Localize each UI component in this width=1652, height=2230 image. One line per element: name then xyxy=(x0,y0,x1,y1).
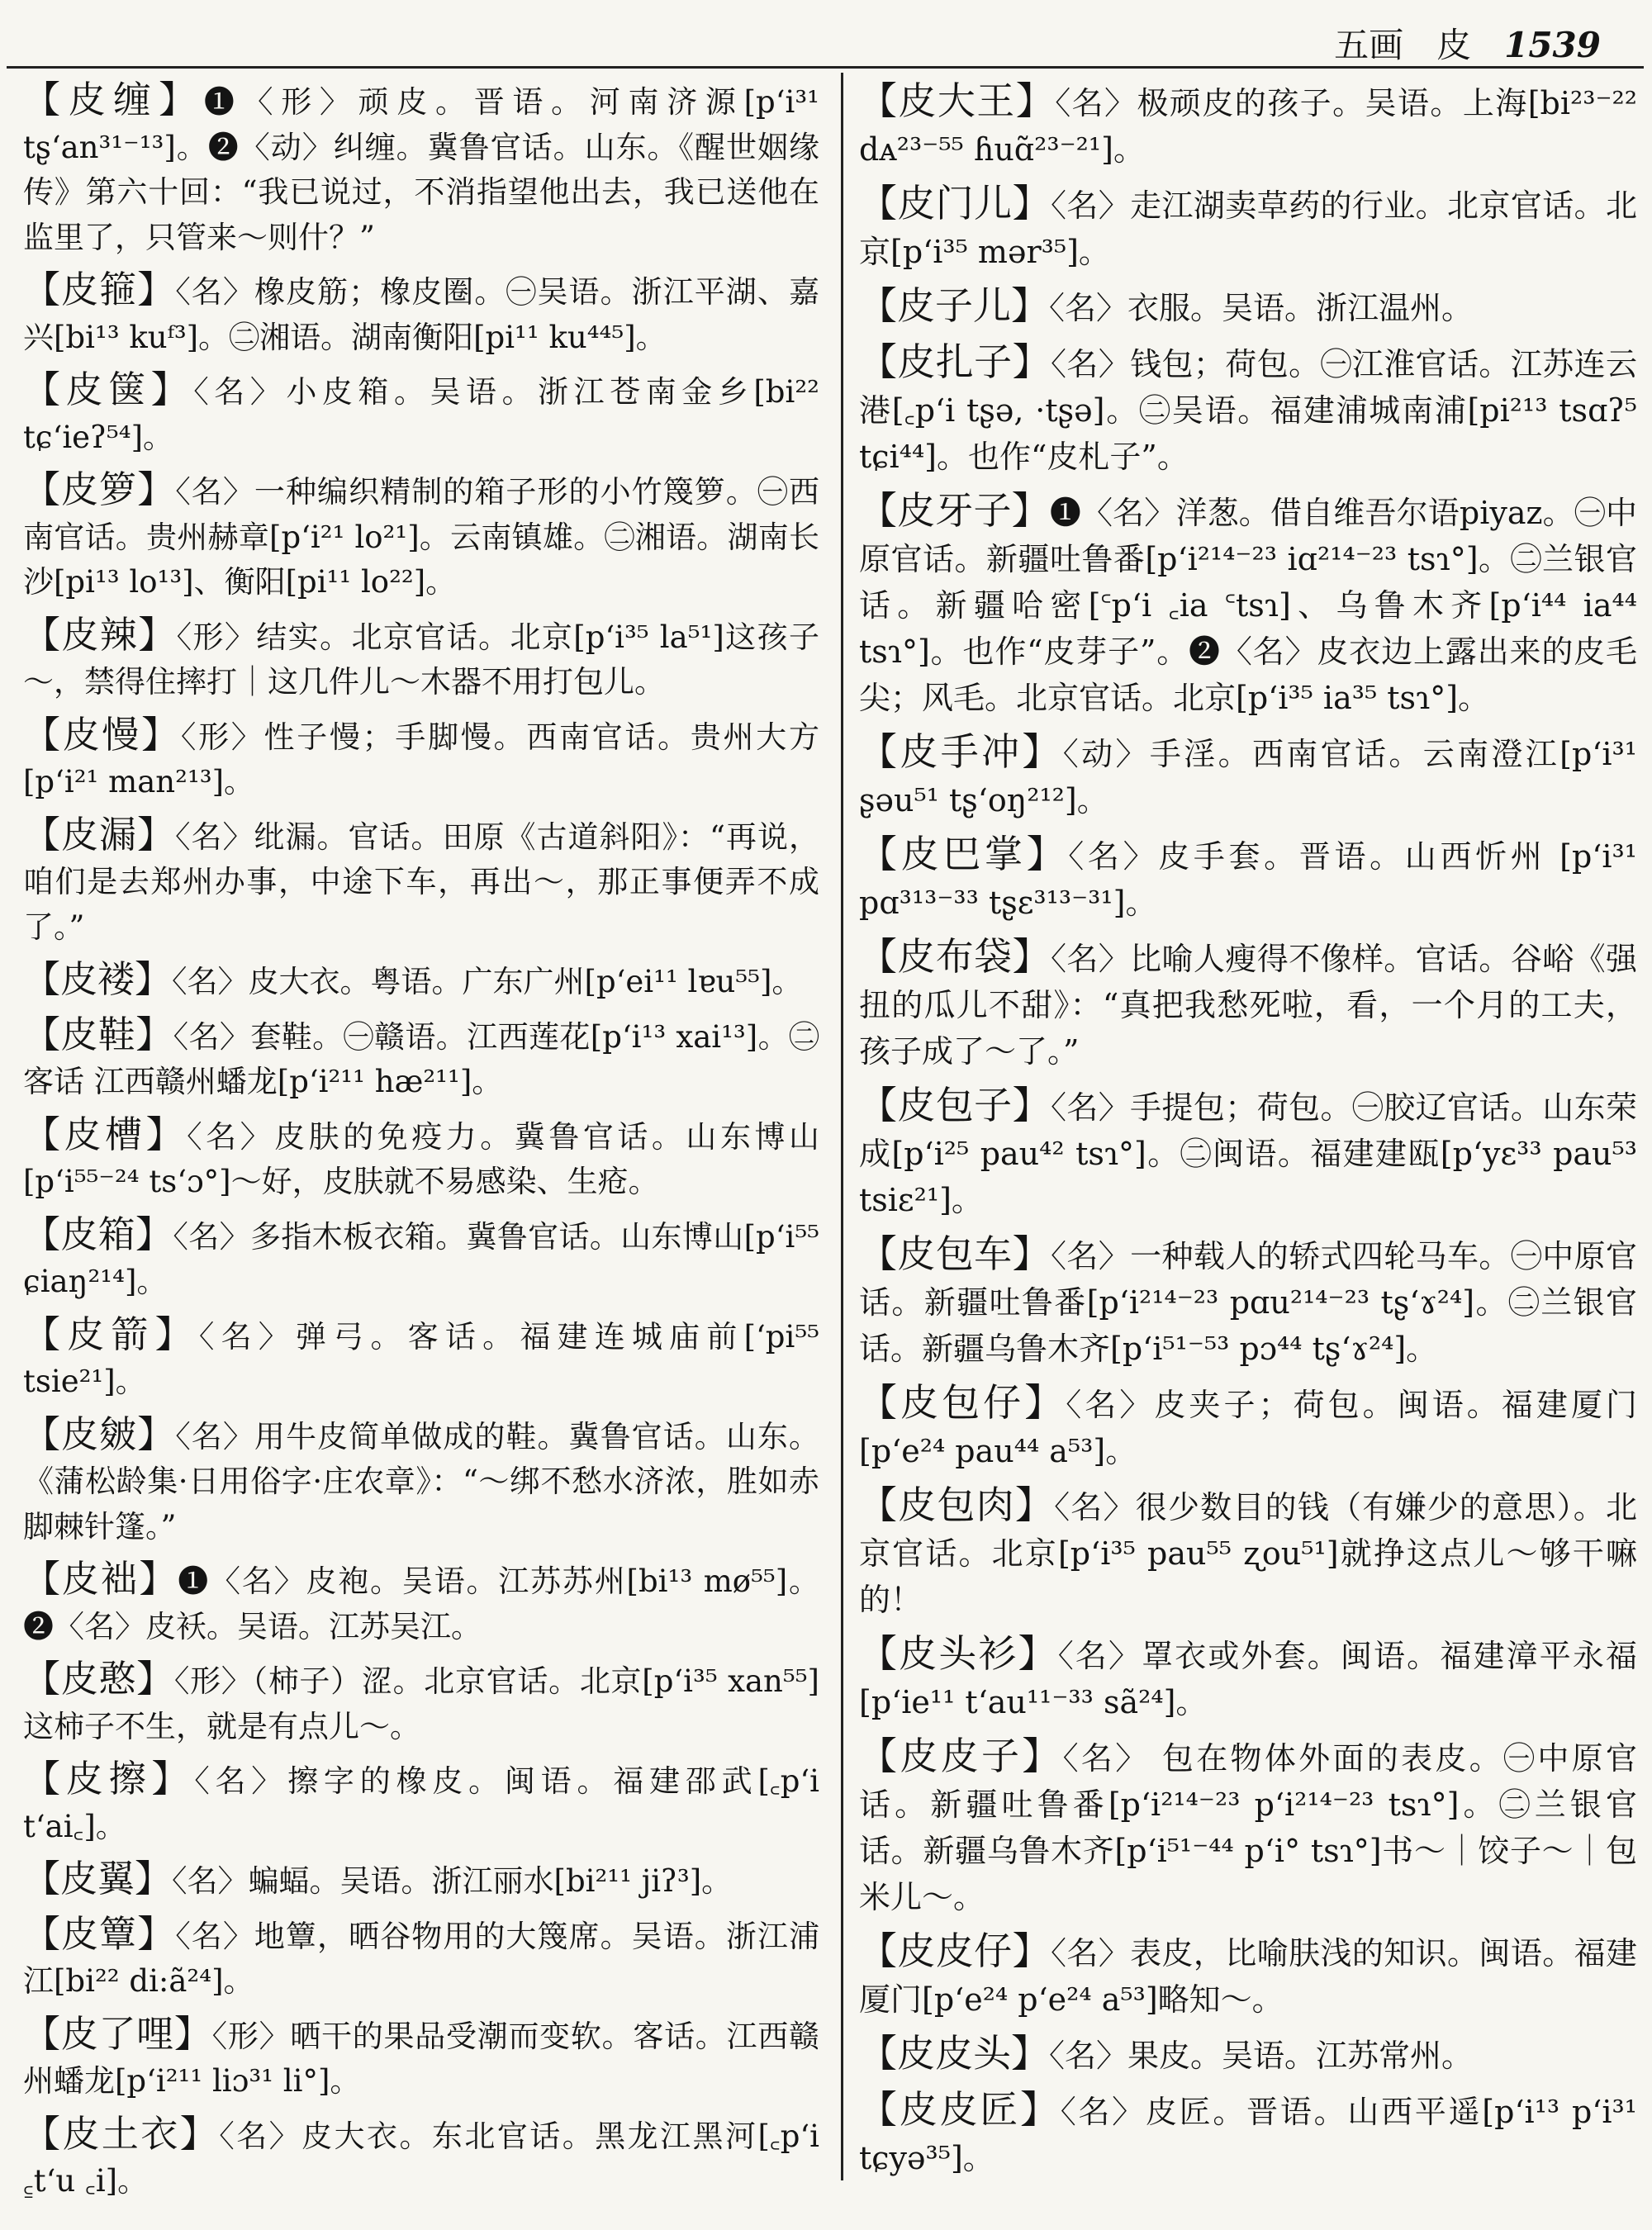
dictionary-entry xyxy=(23,713,819,805)
dictionary-entry xyxy=(23,467,819,605)
entry-headword: 【皮皮子】 xyxy=(859,1734,1063,1778)
entry-definition: 〈名〉皮大衣。东北官话。黑龙江黑河[꜀pʻi ꜁tʻu ꜀i]。 xyxy=(23,2118,819,2199)
entry-headword: 【皮巴掌】 xyxy=(859,832,1069,876)
entry-headword: 【皮擦】 xyxy=(23,1757,195,1801)
entry-definition: 〈名〉一种载人的轿式四轮马车。㊀中原官话。新疆吐鲁番[pʻi²¹⁴⁻²³ pɑu²¹⁴⁻²³ tʂʻɤ²⁴]。㊁兰银官话。新疆乌鲁木齐[pʻi⁵¹⁻⁵³ pɔ⁴⁴ tʂʻɤ²⁴]。 xyxy=(859,1238,1637,1367)
dictionary-entry xyxy=(23,368,819,460)
dictionary-entry xyxy=(23,268,819,360)
entry-definition: 〈名〉 包在物体外面的表皮。㊀中原官话。新疆吐鲁番[pʻi²¹⁴⁻²³ pʻi²¹⁴⁻²³ tsɿ°]。㊁兰银官话。新疆乌鲁木齐[pʻi⁵¹⁻⁴⁴ pʻi° tsɿ°]书～｜饺子～｜包米儿～。 xyxy=(859,1740,1637,1915)
entry-definition: 〈名〉手提包；荷包。㊀胶辽官话。山东荣成[pʻi²⁵ pau⁴² tsɿ°]。㊁闽语。福建建瓯[pʻyɛ³³ pau⁵³ tsiɛ²¹]。 xyxy=(859,1089,1637,1218)
dictionary-entry xyxy=(23,1312,819,1405)
entry-headword: 【皮手冲】 xyxy=(859,729,1063,774)
dictionary-entry xyxy=(859,1379,1637,1474)
entry-definition: 〈名〉表皮，比喻肤浅的知识。闽语。福建厦门[pʻe²⁴ pʻe²⁴ a⁵³]略知～。 xyxy=(859,1935,1637,2018)
entry-headword: 【皮鞋】 xyxy=(23,1012,173,1056)
entry-headword: 【皮缠】 xyxy=(23,78,204,121)
entry-definition: 〈名〉果皮。吴语。江苏常州。 xyxy=(1049,2038,1474,2074)
entry-definition: 〈名〉走江湖卖草药的行业。北京官话。北京[pʻi³⁵ mər³⁵]。 xyxy=(859,187,1637,270)
entry-headword: 【皮包子】 xyxy=(859,1083,1051,1127)
entry-headword: 【皮辣】 xyxy=(23,612,177,657)
entry-definition: 〈名〉极顽皮的孩子。吴语。上海[bi²³⁻²² dᴀ²³⁻⁵⁵ ɦuɑ̃²³⁻²¹]。 xyxy=(859,85,1638,168)
entry-definition: 〈名〉很少数目的钱（有嫌少的意思）。北京官话。北京[pʻi³⁵ pau⁵⁵ ʐou⁵¹]就挣这点儿～够干嘛的！ xyxy=(859,1489,1637,1618)
entry-headword: 【皮箱】 xyxy=(23,1212,173,1256)
entry-headword: 【皮扎子】 xyxy=(859,339,1051,384)
entry-definition: 〈名〉擦字的橡皮。闽语。福建邵武[꜀pʻi tʻai꜀]。 xyxy=(23,1763,819,1844)
dictionary-entry xyxy=(859,1482,1637,1623)
entry-definition: 〈形〉（柿子）涩。北京官话。北京[pʻi³⁵ xan⁵⁵]这柿子不生，就是有点儿～。 xyxy=(23,1663,819,1744)
entry-definition: 〈名〉用牛皮简单做成的鞋。冀鲁官话。山东。《蒲松龄集·日用俗字·庄农章》：“～绑不愁水济浓，胜如赤脚棘针篷。” xyxy=(23,1418,819,1544)
dictionary-entry xyxy=(859,2086,1637,2181)
entry-definition: 〈名〉小皮箱。吴语。浙江苍南金乡[bi²² tɕʻieʔ⁵⁴]。 xyxy=(23,374,819,455)
dictionary-entry xyxy=(859,282,1637,331)
dictionary-entry xyxy=(859,728,1637,823)
page-number: 1539 xyxy=(1504,25,1601,65)
entry-headword: 【皮袦】 xyxy=(23,1557,178,1601)
entry-headword: 【皮翼】 xyxy=(23,1857,173,1900)
entry-definition: 〈名〉蝙蝠。吴语。浙江丽水[bi²¹¹ jiʔ³]。 xyxy=(172,1863,733,1899)
dictionary-entry xyxy=(859,487,1637,721)
entry-headword: 【皮皴】 xyxy=(23,1412,176,1456)
dictionary-entry xyxy=(859,78,1637,173)
entry-definition: 〈名〉皮手套。晋语。山西忻州 [pʻi³¹ pɑ³¹³⁻³³ tʂɛ³¹³⁻³¹]。 xyxy=(859,838,1637,921)
dictionary-entry xyxy=(23,1757,819,1849)
entry-headword: 【皮箭】 xyxy=(23,1312,199,1356)
entry-definition: 〈名〉皮夹子；荷包。闽语。福建厦门[pʻe²⁴ pau⁴⁴ a⁵³]。 xyxy=(859,1387,1637,1469)
entry-headword: 【皮皮仔】 xyxy=(859,1929,1051,1973)
entry-definition: 〈名〉钱包；荷包。㊀江淮官话。江苏连云港[꜀pʻi tʂə, ·tʂə]。㊁吴语。福建浦城南浦[pi²¹³ tsɑʔ⁵ tɕi⁴⁴]。也作“皮札子”。 xyxy=(859,346,1637,475)
entry-headword: 【皮包车】 xyxy=(859,1231,1051,1276)
entry-definition: 〈名〉纰漏。官话。田原《古道斜阳》：“再说，咱们是去郑州办事，中途下车，再出～，那正事便弄不成了。” xyxy=(23,818,819,945)
header-rule xyxy=(7,66,1644,69)
entry-headword: 【皮褛】 xyxy=(23,957,173,1001)
entry-definition: ❶〈名〉皮袍。吴语。江苏苏州[bi¹³ mø⁵⁵]。❷〈名〉皮袄。吴语。江苏吴江。 xyxy=(23,1563,819,1644)
dictionary-entry xyxy=(859,1928,1637,2023)
entry-headword: 【皮门儿】 xyxy=(859,181,1051,225)
entry-definition: 〈名〉橡皮筋；橡皮圈。㊀吴语。浙江平湖、嘉兴[bi¹³ kuᶠ³]。㊁湘语。湖南衡阳[pi¹¹ ku⁴⁴⁵]。 xyxy=(23,274,819,355)
dictionary-entry xyxy=(859,180,1637,275)
dictionary-entry xyxy=(23,1857,819,1905)
head-character: 皮 xyxy=(1436,25,1472,65)
entry-definition: 〈形〉性子慢；手脚慢。西南官话。贵州大方[pʻi²¹ man²¹³]。 xyxy=(23,719,819,799)
dictionary-entry xyxy=(23,1557,819,1649)
dictionary-entry xyxy=(23,1412,819,1550)
entry-definition: 〈名〉皮肤的免疫力。冀鲁官话。山东博山[pʻi⁵⁵⁻²⁴ tsʻɔ°]～好，皮肤就不易感染、生疮。 xyxy=(23,1118,819,1199)
entry-definition: 〈名〉衣服。吴语。浙江温州。 xyxy=(1049,290,1474,326)
column-divider xyxy=(841,73,843,2180)
entry-headword: 【皮布袋】 xyxy=(859,934,1051,979)
dictionary-entry xyxy=(859,1733,1637,1920)
entry-definition: 〈名〉罩衣或外套。闽语。福建漳平永福[pʻie¹¹ tʻau¹¹⁻³³ sã²⁴]。 xyxy=(859,1638,1637,1720)
entry-definition: 〈名〉皮大衣。粤语。广东广州[pʻei¹¹ lɐu⁵⁵]。 xyxy=(172,964,803,999)
dictionary-entry xyxy=(859,933,1637,1075)
entry-headword: 【皮包肉】 xyxy=(859,1483,1055,1527)
section-label: 五画 xyxy=(1334,25,1404,65)
entry-headword: 【皮包仔】 xyxy=(859,1380,1066,1425)
entry-definition: ❶〈名〉洋葱。借自维吾尔语piyaz。㊀中原官话。新疆吐鲁番[pʻi²¹⁴⁻²³ iɑ²¹⁴⁻²³ tsɿ°]。㊁兰银官话。新疆哈密[꜂pʻi ꜀ia ꜂tsɿ]、乌鲁木齐[pʻi⁴⁴ ia⁴⁴ tsɿ°]。也作“皮芽子”。❷〈名〉皮衣边上露出来的皮毛尖；风毛。北京官话。北京[pʻi³⁵ ia³⁵ tsɿ°]。 xyxy=(859,495,1638,716)
dictionary-entry xyxy=(859,831,1637,926)
entry-definition: 〈名〉地簟，晒谷物用的大篾席。吴语。浙江浦江[bi²² di:ã²⁴]。 xyxy=(23,1918,819,1999)
dictionary-entry xyxy=(23,2012,819,2104)
dictionary-entry xyxy=(23,2112,819,2204)
dictionary-entry xyxy=(23,957,819,1005)
dictionary-entry xyxy=(23,613,819,705)
entry-definition: 〈名〉套鞋。㊀赣语。江西莲花[pʻi¹³ xai¹³]。㊁客话 江西赣州蟠龙[pʻi²¹¹ hæ²¹¹]。 xyxy=(23,1018,819,1099)
entry-headword: 【皮头衫】 xyxy=(859,1631,1058,1676)
entry-headword: 【皮了哩】 xyxy=(23,2011,212,2056)
entry-definition: 〈名〉多指木板衣箱。冀鲁官话。山东博山[pʻi⁵⁵ ɕiaŋ²¹⁴]。 xyxy=(23,1218,819,1299)
entry-headword: 【皮箧】 xyxy=(23,368,194,411)
entry-headword: 【皮簟】 xyxy=(23,1911,176,1956)
right-column xyxy=(859,78,1637,2218)
dictionary-entry xyxy=(859,2030,1637,2079)
entry-headword: 【皮憨】 xyxy=(23,1657,174,1701)
dictionary-entry xyxy=(23,1013,819,1105)
entry-definition: 〈名〉一种编织精制的箱子形的小竹篾箩。㊀西南官话。贵州赫章[pʻi²¹ lo²¹]。云南镇雄。㊁湘语。湖南长沙[pi¹³ lo¹³]、衡阳[pi¹¹ lo²²]。 xyxy=(23,474,819,600)
dictionary-entry xyxy=(859,1231,1637,1372)
entry-headword: 【皮土衣】 xyxy=(23,2111,220,2156)
entry-definition: 〈名〉弹弓。客话。福建连城庙前[ʻpi⁵⁵ tsie²¹]。 xyxy=(23,1318,819,1399)
entry-definition: 〈形〉结实。北京官话。北京[pʻi³⁵ la⁵¹]这孩子～，禁得住摔打｜这几件儿～木器不用打包儿。 xyxy=(23,619,819,700)
entry-headword: 【皮大王】 xyxy=(859,78,1056,123)
dictionary-entry xyxy=(23,1912,819,2005)
dictionary-entry xyxy=(23,1657,819,1749)
left-column xyxy=(23,78,819,2218)
entry-headword: 【皮箩】 xyxy=(23,467,176,511)
dictionary-entry xyxy=(859,1630,1637,1725)
entry-headword: 【皮子儿】 xyxy=(859,283,1049,328)
running-head xyxy=(1334,18,1601,68)
entry-headword: 【皮皮头】 xyxy=(859,2031,1049,2076)
dictionary-entry xyxy=(859,1082,1637,1223)
dictionary-entry xyxy=(23,1212,819,1305)
entry-definition: 〈名〉皮匠。晋语。山西平遥[pʻi¹³ pʻi³¹ tɕyə³⁵]。 xyxy=(859,2094,1637,2176)
dictionary-entry xyxy=(23,78,819,260)
entry-headword: 【皮牙子】 xyxy=(859,488,1050,533)
entry-headword: 【皮箍】 xyxy=(23,268,176,311)
entry-definition: 〈动〉手淫。西南官话。云南澄江[pʻi³¹ ʂəu⁵¹ tʂʻoŋ²¹²]。 xyxy=(859,736,1638,818)
entry-headword: 【皮慢】 xyxy=(23,712,181,757)
entry-headword: 【皮槽】 xyxy=(23,1112,188,1156)
dictionary-entry xyxy=(23,1113,819,1205)
entry-definition: ❶〈形〉顽皮。晋语。河南济源[pʻi³¹ tʂʻan³¹⁻¹³]。❷〈动〉纠缠。冀鲁官话。山东。《醒世姻缘传》第六十回：“我已说过，不消指望他出去，我已送他在监里了，只管来～则什？” xyxy=(23,84,819,255)
entry-definition: 〈形〉晒干的果品受潮而变软。客话。江西赣州蟠龙[pʻi²¹¹ liɔ³¹ li°]。 xyxy=(23,2018,819,2099)
entry-definition: 〈名〉比喻人瘦得不像样。官话。谷峪《强扭的瓜儿不甜》：“真把我愁死啦，看，一个月的工夫，孩子成了～了。” xyxy=(859,941,1637,1070)
dictionary-entry xyxy=(23,813,819,951)
entry-headword: 【皮漏】 xyxy=(23,812,176,856)
entry-headword: 【皮皮匠】 xyxy=(859,2087,1061,2132)
dictionary-entry xyxy=(859,339,1637,480)
